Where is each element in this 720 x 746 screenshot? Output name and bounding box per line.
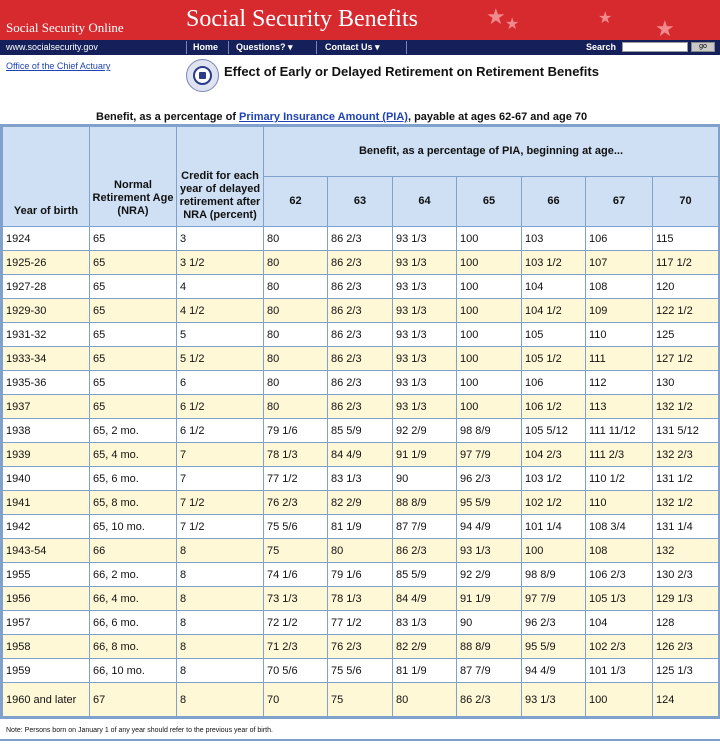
table-cell: 86 2/3	[328, 299, 393, 323]
table-cell: 90	[457, 611, 522, 635]
table-cell: 88 8/9	[457, 635, 522, 659]
star-icon: ★	[598, 10, 613, 27]
table-row	[3, 515, 719, 539]
table-cell: 66	[90, 539, 177, 563]
table-cell: 103	[522, 227, 586, 251]
table-cell: 1937	[3, 395, 90, 419]
table-cell: 1924	[3, 227, 90, 251]
table-cell: 112	[586, 371, 653, 395]
table-cell: 104	[522, 275, 586, 299]
table-cell: 108	[586, 539, 653, 563]
table-cell: 130	[653, 371, 719, 395]
subtitle-text-start: Benefit, as a percentage of	[96, 111, 240, 123]
table-cell: 86 2/3	[328, 347, 393, 371]
table-row	[3, 395, 719, 419]
table-cell: 86 2/3	[328, 371, 393, 395]
table-cell: 104 2/3	[522, 443, 586, 467]
table-cell: 100	[457, 347, 522, 371]
table-cell: 125	[653, 323, 719, 347]
table-cell: 80	[264, 371, 328, 395]
table-cell: 3	[177, 227, 264, 251]
table-cell: 110	[586, 323, 653, 347]
banner-title: Social Security Benefits	[186, 6, 418, 32]
table-cell: 83 1/3	[393, 611, 457, 635]
table-cell: 80	[264, 395, 328, 419]
table-row	[3, 251, 719, 275]
table-cell: 7 1/2	[177, 515, 264, 539]
actuary-link[interactable]: Office of the Chief Actuary	[6, 61, 111, 71]
table-cell: 93 1/3	[393, 347, 457, 371]
table-cell: 65	[90, 299, 177, 323]
table-row	[3, 443, 719, 467]
table-cell: 1927-28	[3, 275, 90, 299]
page-title: Effect of Early or Delayed Retirement on Retirement Benefits	[224, 64, 599, 79]
table-cell: 117 1/2	[653, 251, 719, 275]
table-cell: 103 1/2	[522, 467, 586, 491]
table-cell: 94 4/9	[522, 659, 586, 683]
table-cell: 65, 6 mo.	[90, 467, 177, 491]
table-cell: 7	[177, 443, 264, 467]
table-row	[3, 275, 719, 299]
table-cell: 7	[177, 467, 264, 491]
pia-link[interactable]: Primary Insurance Amount (PIA)	[239, 111, 408, 123]
table-cell: 97 7/9	[522, 587, 586, 611]
table-cell: 105 1/2	[522, 347, 586, 371]
table-cell: 1939	[3, 443, 90, 467]
table-cell: 5	[177, 323, 264, 347]
table-cell: 65, 2 mo.	[90, 419, 177, 443]
table-cell: 3 1/2	[177, 251, 264, 275]
table-cell: 75 5/6	[328, 659, 393, 683]
table-cell: 87 7/9	[457, 659, 522, 683]
table-cell: 131 5/12	[653, 419, 719, 443]
table-cell: 105	[522, 323, 586, 347]
table-cell: 100	[457, 275, 522, 299]
header-normal-retirement-age: Normal Retirement Age (NRA)	[90, 127, 177, 227]
table-cell: 84 4/9	[393, 587, 457, 611]
table-cell: 100	[522, 539, 586, 563]
table-cell: 100	[586, 683, 653, 717]
table-cell: 132 2/3	[653, 443, 719, 467]
table-cell: 76 2/3	[328, 635, 393, 659]
table-cell: 1955	[3, 563, 90, 587]
table-cell: 82 2/9	[393, 635, 457, 659]
table-cell: 85 5/9	[393, 563, 457, 587]
benefits-table-wrapper	[0, 124, 720, 719]
table-cell: 97 7/9	[457, 443, 522, 467]
table-cell: 70	[264, 683, 328, 717]
nav-home[interactable]: Home	[193, 42, 219, 52]
table-cell: 126 2/3	[653, 635, 719, 659]
table-cell: 1942	[3, 515, 90, 539]
site-name: Social Security Online	[6, 20, 124, 35]
table-cell: 65	[90, 371, 177, 395]
table-subtitle	[96, 111, 587, 123]
nav-questions[interactable]: Questions? ▾	[236, 42, 293, 52]
table-cell: 110 1/2	[586, 467, 653, 491]
top-banner	[0, 0, 720, 40]
table-cell: 65, 10 mo.	[90, 515, 177, 539]
ssa-seal-icon	[186, 59, 219, 92]
table-cell: 7 1/2	[177, 491, 264, 515]
header-delayed-credit: Credit for each year of delayed retirement after NRA (percent)	[177, 127, 264, 227]
table-cell: 6 1/2	[177, 395, 264, 419]
table-cell: 132 1/2	[653, 395, 719, 419]
nav-divider	[228, 41, 229, 54]
table-row	[3, 491, 719, 515]
table-cell: 93 1/3	[522, 683, 586, 717]
table-row	[3, 635, 719, 659]
site-url: www.socialsecurity.gov	[6, 42, 98, 52]
table-cell: 75	[264, 539, 328, 563]
table-cell: 65	[90, 323, 177, 347]
table-cell: 8	[177, 539, 264, 563]
table-cell: 108 3/4	[586, 515, 653, 539]
table-cell: 84 4/9	[328, 443, 393, 467]
table-cell: 94 4/9	[457, 515, 522, 539]
table-cell: 96 2/3	[457, 467, 522, 491]
table-cell: 93 1/3	[457, 539, 522, 563]
table-cell: 91 1/9	[457, 587, 522, 611]
table-cell: 100	[457, 323, 522, 347]
table-cell: 8	[177, 611, 264, 635]
table-cell: 111 2/3	[586, 443, 653, 467]
header-year-of-birth: Year of birth	[3, 127, 90, 227]
table-cell: 111 11/12	[586, 419, 653, 443]
table-cell: 93 1/3	[393, 395, 457, 419]
table-cell: 87 7/9	[393, 515, 457, 539]
table-cell: 4	[177, 275, 264, 299]
table-cell: 86 2/3	[393, 539, 457, 563]
nav-divider	[186, 41, 187, 54]
table-cell: 93 1/3	[393, 299, 457, 323]
table-cell: 86 2/3	[328, 395, 393, 419]
table-cell: 122 1/2	[653, 299, 719, 323]
header-age-64: 64	[393, 177, 457, 227]
header-age-70: 70	[653, 177, 719, 227]
table-cell: 65	[90, 251, 177, 275]
benefits-table	[2, 126, 719, 717]
table-row	[3, 611, 719, 635]
table-cell: 129 1/3	[653, 587, 719, 611]
table-cell: 1959	[3, 659, 90, 683]
table-cell: 100	[457, 299, 522, 323]
table-cell: 110	[586, 491, 653, 515]
table-cell: 65	[90, 275, 177, 299]
table-cell: 80	[328, 539, 393, 563]
table-cell: 127 1/2	[653, 347, 719, 371]
table-cell: 8	[177, 659, 264, 683]
table-cell: 120	[653, 275, 719, 299]
nav-bar	[0, 40, 720, 55]
table-cell: 86 2/3	[328, 323, 393, 347]
nav-divider	[406, 41, 407, 54]
table-cell: 72 1/2	[264, 611, 328, 635]
table-cell: 93 1/3	[393, 251, 457, 275]
table-cell: 128	[653, 611, 719, 635]
table-row	[3, 467, 719, 491]
table-cell: 91 1/9	[393, 443, 457, 467]
table-row	[3, 299, 719, 323]
table-cell: 85 5/9	[328, 419, 393, 443]
search-label: Search	[586, 42, 617, 52]
table-cell: 1935-36	[3, 371, 90, 395]
table-cell: 103 1/2	[522, 251, 586, 275]
table-cell: 98 8/9	[457, 419, 522, 443]
table-cell: 93 1/3	[393, 323, 457, 347]
table-cell: 77 1/2	[264, 467, 328, 491]
table-cell: 8	[177, 587, 264, 611]
table-cell: 1929-30	[3, 299, 90, 323]
table-cell: 92 2/9	[393, 419, 457, 443]
table-cell: 65	[90, 227, 177, 251]
table-cell: 109	[586, 299, 653, 323]
table-cell: 1931-32	[3, 323, 90, 347]
table-cell: 100	[457, 371, 522, 395]
subtitle-text-end: , payable at ages 62-67 and age 70	[407, 111, 588, 123]
table-cell: 83 1/3	[328, 467, 393, 491]
table-cell: 80	[264, 299, 328, 323]
table-cell: 130 2/3	[653, 563, 719, 587]
table-cell: 106 1/2	[522, 395, 586, 419]
table-cell: 66, 6 mo.	[90, 611, 177, 635]
table-cell: 4 1/2	[177, 299, 264, 323]
header-age-67: 67	[586, 177, 653, 227]
table-cell: 125 1/3	[653, 659, 719, 683]
table-cell: 113	[586, 395, 653, 419]
table-cell: 105 5/12	[522, 419, 586, 443]
table-cell: 1933-34	[3, 347, 90, 371]
table-row	[3, 323, 719, 347]
table-row	[3, 227, 719, 251]
table-cell: 86 2/3	[457, 683, 522, 717]
table-cell: 65	[90, 395, 177, 419]
nav-divider	[316, 41, 317, 54]
header-age-63: 63	[328, 177, 393, 227]
table-cell: 80	[264, 347, 328, 371]
table-cell: 79 1/6	[328, 563, 393, 587]
table-cell: 104	[586, 611, 653, 635]
table-cell: 6	[177, 371, 264, 395]
table-cell: 86 2/3	[328, 227, 393, 251]
table-cell: 102 2/3	[586, 635, 653, 659]
table-cell: 1957	[3, 611, 90, 635]
table-cell: 132 1/2	[653, 491, 719, 515]
table-cell: 81 1/9	[328, 515, 393, 539]
table-cell: 100	[457, 395, 522, 419]
header-age-62: 62	[264, 177, 328, 227]
table-cell: 80	[264, 323, 328, 347]
table-cell: 93 1/3	[393, 371, 457, 395]
table-cell: 80	[264, 251, 328, 275]
table-row	[3, 371, 719, 395]
table-cell: 92 2/9	[457, 563, 522, 587]
table-cell: 8	[177, 635, 264, 659]
star-icon: ★	[505, 16, 520, 33]
table-cell: 101 1/4	[522, 515, 586, 539]
table-row	[3, 539, 719, 563]
table-cell: 66, 4 mo.	[90, 587, 177, 611]
table-cell: 1940	[3, 467, 90, 491]
table-row	[3, 347, 719, 371]
table-row	[3, 587, 719, 611]
table-cell: 73 1/3	[264, 587, 328, 611]
table-cell: 66, 2 mo.	[90, 563, 177, 587]
table-cell: 86 2/3	[328, 275, 393, 299]
table-cell: 76 2/3	[264, 491, 328, 515]
table-cell: 104 1/2	[522, 299, 586, 323]
table-footnote: Note: Persons born on January 1 of any year should refer to the previous year of birth.	[6, 727, 273, 734]
table-row	[3, 659, 719, 683]
table-row	[3, 683, 719, 717]
star-icon: ★	[655, 16, 675, 40]
table-cell: 5 1/2	[177, 347, 264, 371]
table-cell: 131 1/2	[653, 467, 719, 491]
table-cell: 124	[653, 683, 719, 717]
table-cell: 82 2/9	[328, 491, 393, 515]
table-cell: 132	[653, 539, 719, 563]
table-cell: 102 1/2	[522, 491, 586, 515]
table-cell: 1956	[3, 587, 90, 611]
table-cell: 93 1/3	[393, 227, 457, 251]
table-cell: 66, 8 mo.	[90, 635, 177, 659]
star-icon: ★	[486, 4, 506, 29]
table-cell: 79 1/6	[264, 419, 328, 443]
table-cell: 70 5/6	[264, 659, 328, 683]
table-cell: 80	[393, 683, 457, 717]
table-cell: 77 1/2	[328, 611, 393, 635]
table-cell: 75	[328, 683, 393, 717]
table-cell: 108	[586, 275, 653, 299]
table-cell: 101 1/3	[586, 659, 653, 683]
table-row	[3, 563, 719, 587]
table-cell: 106 2/3	[586, 563, 653, 587]
table-cell: 90	[393, 467, 457, 491]
header-age-66: 66	[522, 177, 586, 227]
table-cell: 1938	[3, 419, 90, 443]
table-cell: 66, 10 mo.	[90, 659, 177, 683]
table-cell: 75 5/6	[264, 515, 328, 539]
table-cell: 1958	[3, 635, 90, 659]
table-cell: 106	[522, 371, 586, 395]
table-cell: 106	[586, 227, 653, 251]
table-cell: 105 1/3	[586, 587, 653, 611]
table-cell: 8	[177, 683, 264, 717]
bottom-divider	[0, 739, 720, 741]
table-cell: 65, 8 mo.	[90, 491, 177, 515]
table-cell: 1925-26	[3, 251, 90, 275]
table-cell: 81 1/9	[393, 659, 457, 683]
table-cell: 86 2/3	[328, 251, 393, 275]
table-cell: 88 8/9	[393, 491, 457, 515]
search-input[interactable]	[622, 42, 688, 52]
table-cell: 111	[586, 347, 653, 371]
table-cell: 131 1/4	[653, 515, 719, 539]
table-cell: 78 1/3	[264, 443, 328, 467]
table-cell: 1941	[3, 491, 90, 515]
header-age-65: 65	[457, 177, 522, 227]
go-button[interactable]: go	[691, 42, 715, 52]
table-cell: 115	[653, 227, 719, 251]
table-cell: 74 1/6	[264, 563, 328, 587]
table-cell: 100	[457, 251, 522, 275]
table-cell: 78 1/3	[328, 587, 393, 611]
table-cell: 93 1/3	[393, 275, 457, 299]
table-cell: 100	[457, 227, 522, 251]
table-cell: 1960 and later	[3, 683, 90, 717]
table-cell: 65	[90, 347, 177, 371]
table-cell: 95 5/9	[457, 491, 522, 515]
table-cell: 1943-54	[3, 539, 90, 563]
table-cell: 80	[264, 227, 328, 251]
table-cell: 107	[586, 251, 653, 275]
table-cell: 80	[264, 275, 328, 299]
table-cell: 95 5/9	[522, 635, 586, 659]
table-cell: 96 2/3	[522, 611, 586, 635]
header-benefit-span: Benefit, as a percentage of PIA, beginning at age...	[264, 127, 719, 177]
table-cell: 65, 4 mo.	[90, 443, 177, 467]
table-cell: 6 1/2	[177, 419, 264, 443]
table-cell: 67	[90, 683, 177, 717]
table-cell: 98 8/9	[522, 563, 586, 587]
table-cell: 71 2/3	[264, 635, 328, 659]
nav-contact-us[interactable]: Contact Us ▾	[325, 42, 380, 52]
table-row	[3, 419, 719, 443]
table-cell: 8	[177, 563, 264, 587]
